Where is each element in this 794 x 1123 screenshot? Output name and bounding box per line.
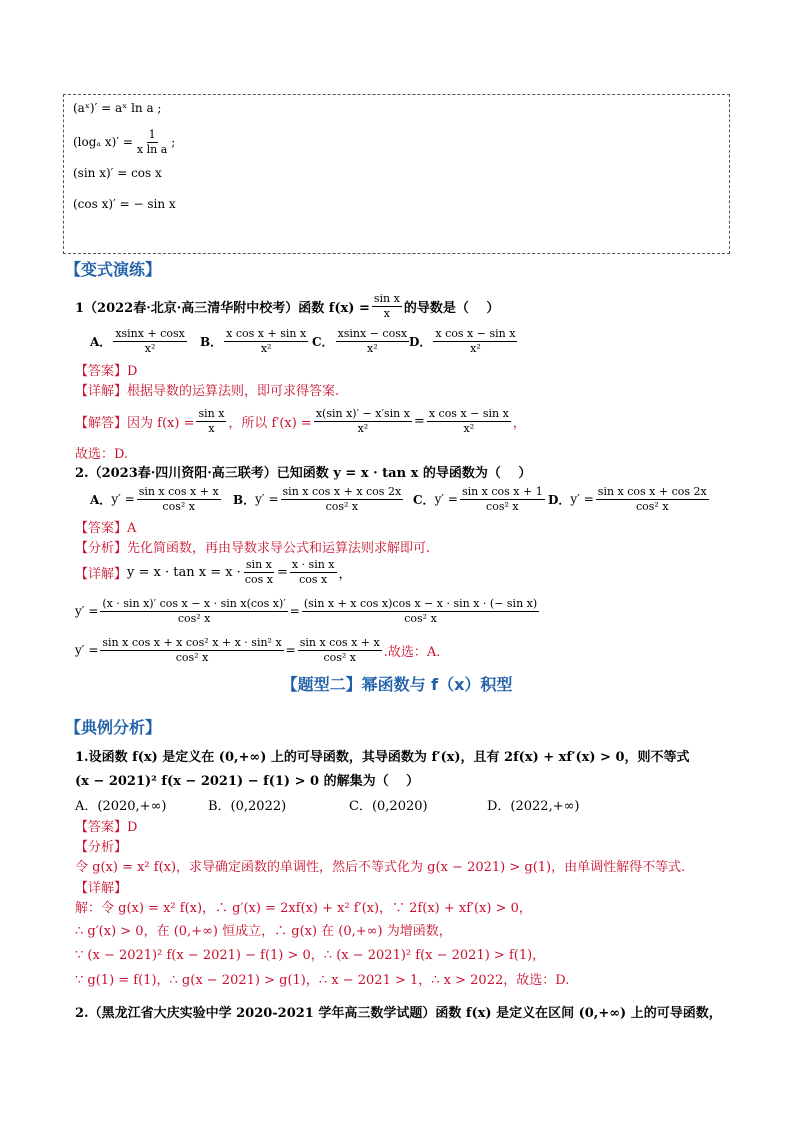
derivation-equals: = xyxy=(285,643,296,657)
analysis-tag: 【分析】 xyxy=(75,541,128,556)
q1-detail xyxy=(75,380,339,399)
option-fraction xyxy=(460,485,545,514)
fraction-numerator: sin x cos x + x xyxy=(299,635,380,649)
option-fraction xyxy=(137,485,221,514)
fraction-numerator: xsinx − cosx xyxy=(337,326,408,340)
option-fraction xyxy=(113,327,187,356)
fraction-denominator: cos² x xyxy=(162,499,195,513)
option-prefix: y′ = xyxy=(434,492,458,506)
solution-fraction xyxy=(196,407,226,436)
fraction-denominator: cos² x xyxy=(175,650,209,664)
q2-option-a xyxy=(90,481,223,517)
fraction-denominator: cos² x xyxy=(325,499,359,513)
solution-text: = xyxy=(413,413,425,429)
formula-line-2 xyxy=(73,127,175,157)
formula-line-1: (aˣ)′ = aˣ ln a ; xyxy=(73,101,162,115)
detail-text: y = x · tan x = x · xyxy=(127,564,241,580)
option-fraction xyxy=(281,485,404,514)
fraction-numerator: x · sin x xyxy=(291,557,335,571)
q1-stem xyxy=(75,291,499,321)
s2-q1-solution-line-2: ∴ g′(x) > 0，在 (0,+∞) 恒成立，∴ g(x) 在 (0,+∞) 为增函数， xyxy=(75,924,452,939)
fraction-denominator: x xyxy=(208,421,215,435)
answer-tag: 【答案】 xyxy=(75,820,128,835)
option-prefix: y′ = xyxy=(111,492,135,506)
detail-text: = xyxy=(276,564,288,580)
fraction-numerator: sin x cos x + x cos 2x xyxy=(282,484,402,498)
q2-derivation-line-2 xyxy=(75,593,541,629)
fraction-numerator: x cos x − sin x xyxy=(428,406,509,420)
answer-value: D xyxy=(127,364,138,379)
detail-text: ， xyxy=(338,566,352,582)
formula-line-3: (sin x)′ = cos x xyxy=(73,166,162,180)
option-label: B． xyxy=(233,492,256,507)
solution-text: ， xyxy=(512,415,526,431)
fraction-denominator: cos² x xyxy=(486,499,519,513)
detail-fraction xyxy=(290,558,337,587)
derivation-equals: = xyxy=(289,604,300,618)
fraction-denominator: x ln a xyxy=(136,142,168,156)
fraction-numerator: xsinx + cosx xyxy=(115,326,185,340)
fraction-numerator: sin x cos x + cos 2x xyxy=(597,484,707,498)
option-fraction xyxy=(336,327,410,356)
s2-q1-solution-line-3: ∵ (x − 2021)² f(x − 2021) − f(1) > 0，∴ (x − 2021)² f(x − 2021) > f(1)， xyxy=(75,948,546,963)
fraction-numerator: (sin x + x cos x)cos x − x · sin x · (− sin x) xyxy=(303,596,538,610)
fraction-denominator: x² xyxy=(144,341,156,355)
q2-answer xyxy=(75,517,136,536)
fraction-denominator: x² xyxy=(367,341,378,355)
detail-text: 根据导数的运算法则，即可求得答案. xyxy=(127,384,340,399)
option-prefix: y′ = xyxy=(255,492,279,506)
formula-line-4: (cos x)′ = − sin x xyxy=(73,197,176,211)
formula-line-2-fraction xyxy=(135,128,169,157)
solution-tag: 【解答】 xyxy=(75,415,128,431)
option-label: C． xyxy=(312,334,334,349)
fraction-numerator: (x · sin x)′ cos x − x · sin x(cos x)′ xyxy=(102,596,286,610)
s2-q1-option-d: D．(2022,+∞) xyxy=(487,799,580,814)
option-label: A． xyxy=(90,334,112,349)
q1-stem-text: 1（2022春·北京·高三清华附中校考）函数 f(x) = xyxy=(75,300,370,316)
q2-stem: 2.（2023春·四川资阳·高三联考）已知函数 y = x · tan x 的导函数为（ ） xyxy=(75,466,532,481)
answer-tag: 【答案】 xyxy=(75,364,128,379)
option-label: D． xyxy=(409,334,432,349)
fraction-denominator: x² xyxy=(260,341,272,355)
fraction-denominator: cos² x xyxy=(323,650,356,664)
s2-q1-stem-line-1: 1.设函数 f(x) 是定义在 (0,+∞) 上的可导函数，其导函数为 f′(x)，且有 2f(x) + xf′(x) > 0，则不等式 xyxy=(75,750,690,765)
option-label: A． xyxy=(90,492,112,507)
option-fraction xyxy=(433,327,517,356)
fraction-denominator: cos x xyxy=(244,572,273,586)
derivation-fraction xyxy=(100,597,287,626)
s2-q1-answer xyxy=(75,816,137,835)
fraction-numerator: sin x cos x + x xyxy=(138,484,219,498)
fraction-denominator: cos² x xyxy=(635,499,669,513)
q2-option-d xyxy=(548,481,711,517)
formula-box xyxy=(63,94,730,254)
q1-answer xyxy=(75,360,137,379)
derivation-conclusion: .故选：A. xyxy=(383,644,441,660)
option-fraction xyxy=(224,327,308,356)
s2-q1-solution-line-1: 解：令 g(x) = x² f(x)，∴ g′(x) = 2xf(x) + x² f′(x)，∵ 2f(x) + xf′(x) > 0， xyxy=(75,901,532,916)
s2-q1-option-a: A．(2020,+∞) xyxy=(75,799,167,814)
fraction-numerator: sin x cos x + x cos² x + x · sin² x xyxy=(102,635,282,649)
section-heading-variant: 【变式演练】 xyxy=(65,260,162,279)
q2-option-c xyxy=(413,481,547,517)
option-label: D． xyxy=(548,492,571,507)
q1-solution xyxy=(75,403,526,439)
fraction-numerator: x(sin x)′ − x′sin x xyxy=(315,406,410,420)
detail-tag: 【详解】 xyxy=(75,566,128,582)
q2-detail xyxy=(75,554,352,590)
option-fraction xyxy=(596,485,709,514)
solution-text: ，所以 f′(x) = xyxy=(228,415,312,431)
fraction-numerator: sin x xyxy=(198,406,225,420)
fraction-numerator: x cos x − sin x xyxy=(435,326,516,340)
answer-value: D xyxy=(127,820,138,835)
solution-fraction xyxy=(427,407,511,436)
formula-line-2-prefix: (logₐ x)′ = xyxy=(73,135,133,149)
fraction-denominator: cos² x xyxy=(177,611,211,625)
derivation-fraction xyxy=(302,597,539,626)
option-prefix: y′ = xyxy=(570,492,594,506)
q1-stem-fraction xyxy=(372,292,402,321)
derivation-prefix: y′ = xyxy=(75,643,99,657)
section-title-type-two: 【题型二】幂函数与 f（x）积型 xyxy=(281,675,513,694)
fraction-numerator: x cos x + sin x xyxy=(226,326,307,340)
fraction-numerator: sin x cos x + 1 xyxy=(461,484,543,498)
section-heading-examples: 【典例分析】 xyxy=(65,718,162,737)
solution-fraction xyxy=(314,407,412,436)
derivation-fraction xyxy=(100,636,283,665)
fraction-numerator: sin x xyxy=(373,291,400,305)
analysis-text: 先化简函数，再由导数求导公式和运算法则求解即可. xyxy=(127,541,431,556)
s2-q1-stem-line-2: (x − 2021)² f(x − 2021) − f(1) > 0 的解集为（ ） xyxy=(75,774,420,789)
s2-q2-stem: 2.（黑龙江省大庆实验中学 2020-2021 学年高三数学试题）函数 f(x) 是定义在区间 (0,+∞) 上的可导函数， xyxy=(75,1006,722,1021)
fraction-denominator: x² xyxy=(463,421,475,435)
s2-q1-solution-line-4: ∵ g(1) = f(1)，∴ g(x − 2021) > g(1)，∴ x − 2021 > 1，∴ x > 2022，故选：D. xyxy=(75,973,570,988)
q1-option-b xyxy=(200,325,310,357)
s2-q1-detail-tag: 【详解】 xyxy=(75,881,128,896)
answer-value: A xyxy=(127,521,137,536)
s2-q1-option-c: C．(0,2020) xyxy=(349,799,428,814)
s2-q1-option-b: B．(0,2022) xyxy=(208,799,287,814)
fraction-denominator: x xyxy=(383,306,390,320)
option-label: C． xyxy=(413,492,435,507)
fraction-denominator: x² xyxy=(470,341,481,355)
q2-option-b xyxy=(233,481,405,517)
option-label: B． xyxy=(200,334,223,349)
fraction-denominator: cos² x xyxy=(404,611,437,625)
q1-conclusion: 故选：D. xyxy=(75,447,129,462)
detail-fraction xyxy=(243,558,275,587)
formula-line-2-suffix: ; xyxy=(171,135,176,149)
q1-option-a xyxy=(90,325,189,357)
s2-q1-analysis: 令 g(x) = x² f(x)，求导确定函数的单调性，然后不等式化为 g(x − 2021) > g(1)，由单调性解得不等式. xyxy=(75,860,686,875)
fraction-numerator: sin x xyxy=(245,557,272,571)
q2-derivation-line-3 xyxy=(75,632,440,668)
detail-tag: 【详解】 xyxy=(75,384,128,399)
derivation-prefix: y′ = xyxy=(75,604,99,618)
fraction-denominator: cos x xyxy=(299,572,328,586)
s2-q1-analysis-tag: 【分析】 xyxy=(75,840,128,855)
q1-stem-end: 的导数是（ ） xyxy=(403,300,500,316)
q1-option-d xyxy=(409,325,519,357)
q1-option-c xyxy=(312,325,411,357)
fraction-denominator: x² xyxy=(357,421,369,435)
solution-text: 因为 f(x) = xyxy=(127,415,195,431)
fraction-numerator: 1 xyxy=(148,127,156,141)
derivation-fraction xyxy=(298,636,382,665)
answer-tag: 【答案】 xyxy=(75,521,128,536)
